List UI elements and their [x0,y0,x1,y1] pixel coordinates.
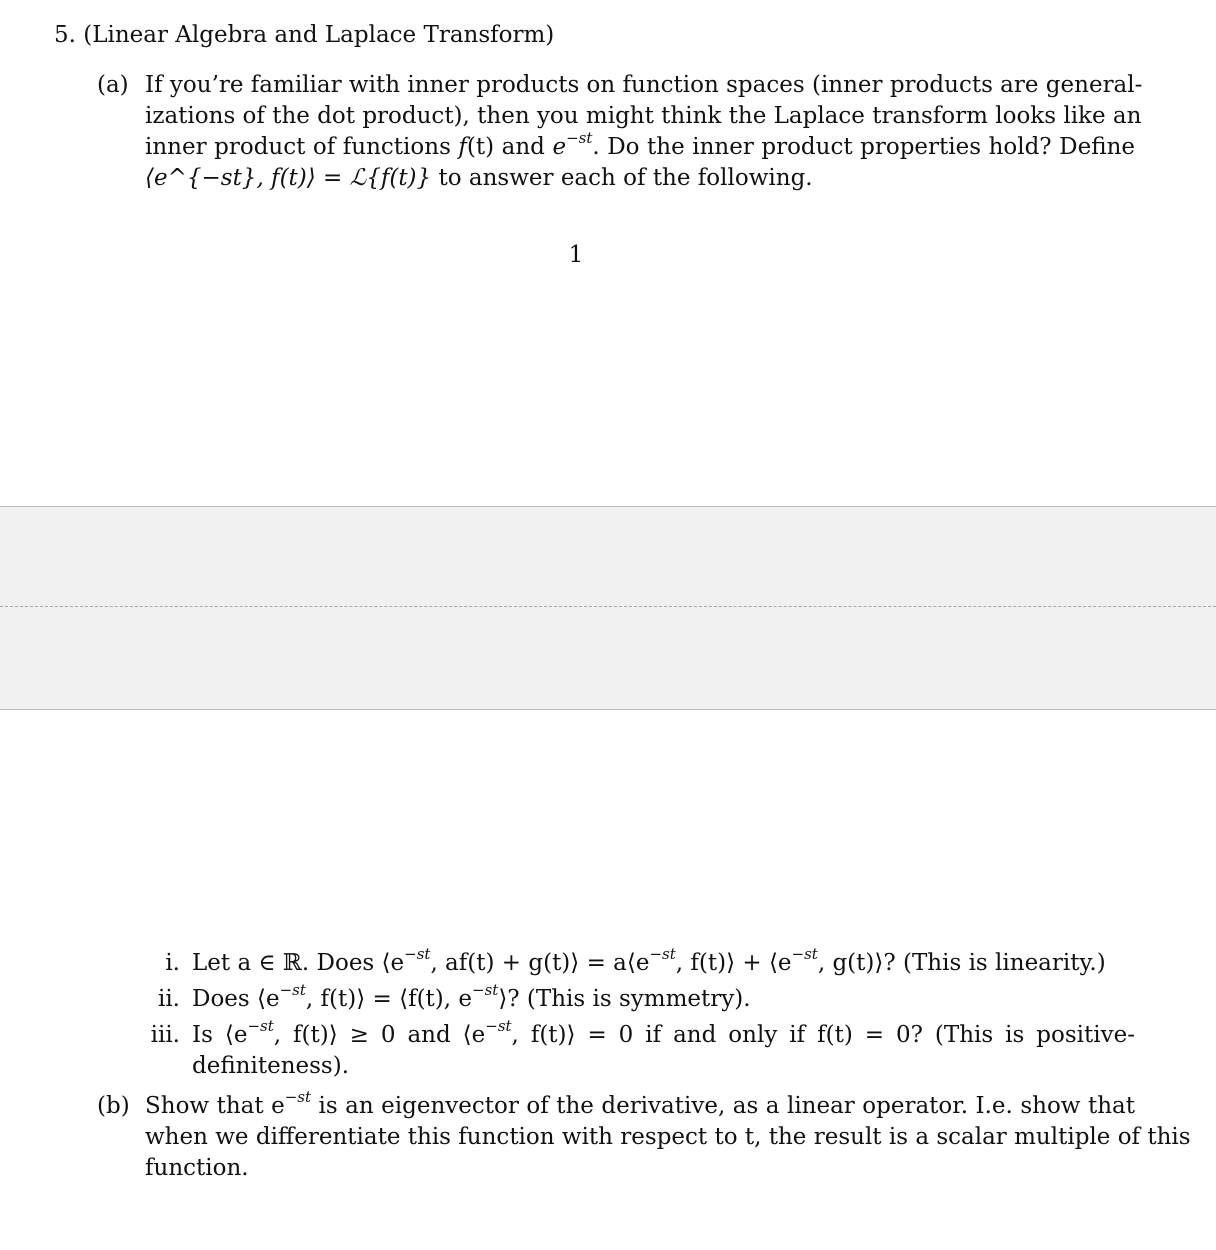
part-b-line-2: when we differentiate this function with respect to t, the result is a scalar multiple of this [145,1124,1191,1150]
math-e: e [552,134,567,160]
item-iii-exponent-1: −st [247,1017,274,1036]
inner-product-definition: ⟨e^{−st}, f(t)⟩ = ℒ{f(t)} [145,165,432,191]
part-a-line-3-start: inner product of functions [145,134,459,160]
item-iii-text-a: Is ⟨e [192,1022,248,1048]
item-ii-symmetry [192,981,1135,1015]
item-iii-label: iii. [150,1022,180,1048]
page-break-gap [0,506,1216,710]
part-a-line-4-text: to answer each of the following. [431,165,813,191]
part-a-line-3-t: (t) and [466,134,553,160]
part-b-label: (b) [97,1093,130,1119]
part-a-line-3 [145,129,1135,163]
item-i-label: i. [165,950,180,976]
part-b-line-1-a: Show that e [145,1093,285,1119]
part-b-line-1 [145,1088,1135,1122]
item-iii-line-2: definiteness). [192,1053,350,1079]
part-a-text [145,70,1143,194]
part-b-exponent: −st [284,1088,312,1107]
item-ii-text-b: , f(t)⟩ = ⟨f(t), e [305,986,473,1012]
item-iii-line-1 [192,1017,1135,1051]
item-i-text-d: , g(t)⟩? (This is linearity.) [817,950,1106,976]
item-i-exponent-1: −st [404,945,431,964]
item-ii-exponent-2: −st [472,981,499,1000]
item-i-exponent-2: −st [649,945,676,964]
item-ii-text-c: ⟩? (This is symmetry). [498,986,751,1012]
part-b-text [145,1088,1191,1184]
item-iii-positive-definiteness [192,1017,1135,1082]
item-i-text-b: , af(t) + g(t)⟩ = a⟨e [430,950,650,976]
problem-heading: 5. (Linear Algebra and Laplace Transform) [54,22,555,48]
part-a-line-1: If you’re familiar with inner products on function spaces (inner products are general- [145,72,1143,98]
part-a-line-4 [145,163,1135,194]
item-i-text-c: , f(t)⟩ + ⟨e [675,950,792,976]
math-exponent: −st [566,129,593,148]
item-i-exponent-3: −st [791,945,818,964]
item-iii-text-c: , f(t)⟩ = 0 if and only if f(t) = 0? (This is positive- [511,1022,1135,1048]
part-a-line-3-end: . Do the inner product properties hold? Define [592,134,1135,160]
item-iii-exponent-2: −st [485,1017,512,1036]
item-iii-text-b: , f(t)⟩ ≥ 0 and ⟨e [273,1022,486,1048]
part-b-line-1-b: is an eigenvector of the derivative, as a linear operator. I.e. show that [311,1093,1135,1119]
item-i-linearity [192,945,1135,979]
part-a-label: (a) [97,72,129,98]
part-a-line-2: izations of the dot product), then you might think the Laplace transform looks like an [145,103,1142,129]
item-i-text-a: Let a ∈ ℝ. Does ⟨e [192,950,405,976]
page-number: 1 [568,242,584,268]
item-ii-text-a: Does ⟨e [192,986,280,1012]
item-ii-label: ii. [157,986,180,1012]
page-break-dashed-line [0,606,1216,607]
math-f: f [458,134,467,160]
part-b-line-3: function. [145,1155,249,1181]
item-ii-exponent-1: −st [279,981,306,1000]
